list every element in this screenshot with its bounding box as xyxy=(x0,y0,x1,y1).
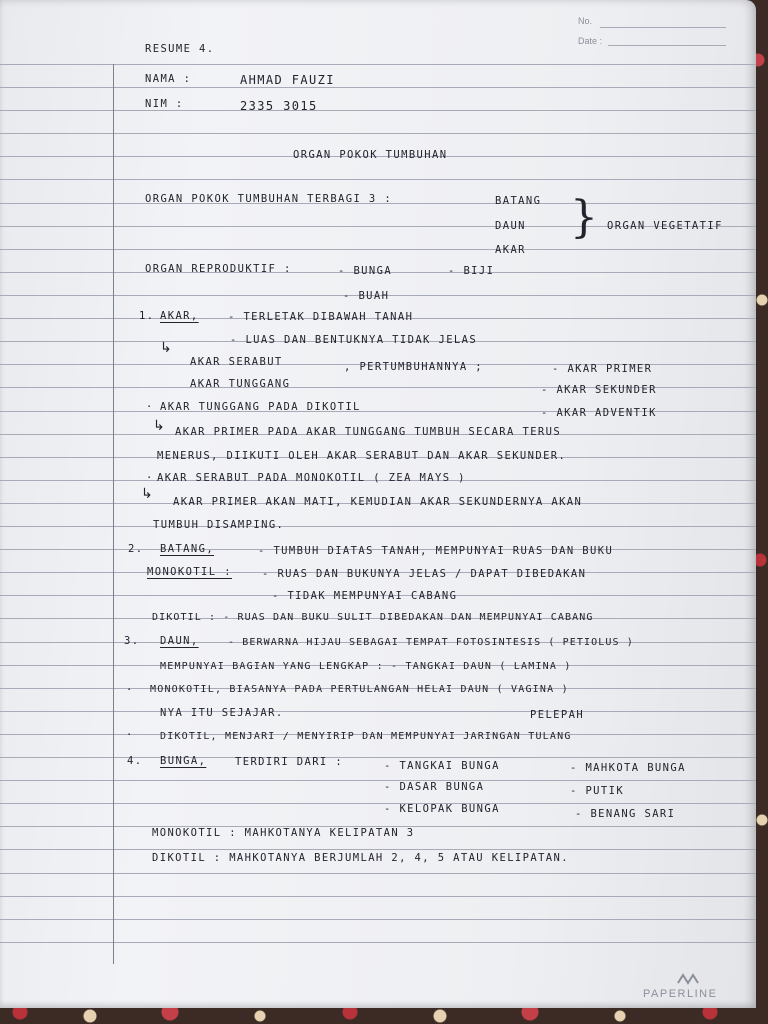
arrow-icon: ↳ xyxy=(153,418,165,434)
akar-line-2: - LUAS DAN BENTUKNYA TIDAK JELAS xyxy=(230,334,478,346)
bunga-intro: TERDIRI DARI : xyxy=(235,756,344,768)
item-daun: DAUN xyxy=(495,220,526,232)
akar-growth-label: , PERTUMBUHANNYA ; xyxy=(344,361,483,373)
akar-title: AKAR, xyxy=(160,310,199,322)
nim-value: 2335 3015 xyxy=(240,99,318,113)
bunga-right-3: - BENANG SARI xyxy=(575,808,676,820)
akar-growth-sekunder: - AKAR SEKUNDER xyxy=(541,384,657,396)
brand-label: PAPERLINE xyxy=(643,988,718,1000)
intro-line: ORGAN POKOK TUMBUHAN TERBAGI 3 : xyxy=(145,193,393,205)
repro-bunga: - BUNGA xyxy=(338,265,393,277)
repro-biji: - BIJI xyxy=(448,265,495,277)
akar-number: 1. xyxy=(139,310,155,322)
bunga-right-1: - MAHKOTA BUNGA xyxy=(570,762,686,774)
bunga-title: BUNGA, xyxy=(160,755,207,767)
akar-line-1: - TERLETAK DIBAWAH TANAH xyxy=(228,311,414,323)
tunggang-desc-1: AKAR PRIMER PADA AKAR TUNGGANG TUMBUH SECARA TERUS xyxy=(175,426,562,438)
serabut-line: AKAR SERABUT PADA MONOKOTIL ( ZEA MAYS ) xyxy=(157,472,466,484)
bunga-left-3: - KELOPAK BUNGA xyxy=(384,803,500,815)
daun-line-2: MEMPUNYAI BAGIAN YANG LENGKAP : - TANGKAI DAUN ( LAMINA ) xyxy=(160,661,572,672)
bunga-number: 4. xyxy=(127,755,143,767)
date-label: Date : xyxy=(578,36,603,46)
no-label: No. xyxy=(578,16,593,26)
akar-type-tunggang: AKAR TUNGGANG xyxy=(190,378,291,390)
batang-mono-2: - TIDAK MEMPUNYAI CABANG xyxy=(272,590,458,602)
batang-title: BATANG, xyxy=(160,543,215,555)
nim-label: NIM : xyxy=(145,98,184,110)
arrow-icon: ↳ xyxy=(141,486,153,502)
nama-value: AHMAD FAUZI xyxy=(240,73,335,87)
vegetatif-label: ORGAN VEGETATIF xyxy=(607,220,723,232)
batang-mono-label: MONOKOTIL : xyxy=(147,566,232,578)
bullet-icon: · xyxy=(126,729,134,741)
daun-pelepah: PELEPAH xyxy=(530,709,585,721)
item-akar: AKAR xyxy=(495,244,526,256)
daun-line-1: - BERWARNA HIJAU SEBAGAI TEMPAT FOTOSINTESIS ( PETIOLUS ) xyxy=(228,637,634,648)
daun-title: DAUN, xyxy=(160,635,199,647)
akar-growth-adventik: - AKAR ADVENTIK xyxy=(541,407,657,419)
margin-line xyxy=(113,64,114,964)
reproduktif-label: ORGAN REPRODUKTIF : xyxy=(145,263,292,275)
brace-icon: } xyxy=(570,192,598,243)
daun-line-3: MONOKOTIL, BIASANYA PADA PERTULANGAN HELAI DAUN ( VAGINA ) xyxy=(150,684,569,695)
batang-number: 2. xyxy=(128,543,144,555)
paperline-logo-icon xyxy=(677,973,699,985)
arrow-icon: ↳ xyxy=(160,340,172,356)
resume-title: RESUME 4. xyxy=(145,43,215,55)
daun-line-4: NYA ITU SEJAJAR. xyxy=(160,707,284,719)
daun-number: 3. xyxy=(124,635,140,647)
serabut-desc-1: AKAR PRIMER AKAN MATI, KEMUDIAN AKAR SEKUNDERNYA AKAN xyxy=(173,496,583,508)
bunga-right-2: - PUTIK xyxy=(570,785,625,797)
tunggang-line: AKAR TUNGGANG PADA DIKOTIL xyxy=(160,401,361,413)
tunggang-desc-2: MENERUS, DIIKUTI OLEH AKAR SERABUT DAN AKAR SEKUNDER. xyxy=(157,450,567,462)
bullet-icon: · xyxy=(146,401,154,413)
bunga-left-2: - DASAR BUNGA xyxy=(384,781,485,793)
akar-type-serabut: AKAR SERABUT xyxy=(190,356,283,368)
batang-dikotil: DIKOTIL : - RUAS DAN BUKU SULIT DIBEDAKAN DAN MEMPUNYAI CABANG xyxy=(152,612,594,623)
bullet-icon: · xyxy=(126,684,134,696)
batang-line-1: - TUMBUH DIATAS TANAH, MEMPUNYAI RUAS DAN BUKU xyxy=(258,545,614,557)
nama-label: NAMA : xyxy=(145,73,192,85)
no-line xyxy=(600,27,726,28)
page-heading: ORGAN POKOK TUMBUHAN xyxy=(293,149,448,161)
repro-buah: - BUAH xyxy=(343,290,390,302)
bullet-icon: · xyxy=(146,472,154,484)
serabut-desc-2: TUMBUH DISAMPING. xyxy=(153,519,285,531)
bunga-monokotil: MONOKOTIL : MAHKOTANYA KELIPATAN 3 xyxy=(152,827,415,839)
item-batang: BATANG xyxy=(495,195,542,207)
bunga-dikotil: DIKOTIL : MAHKOTANYA BERJUMLAH 2, 4, 5 ATAU KELIPATAN. xyxy=(152,852,569,864)
bunga-left-1: - TANGKAI BUNGA xyxy=(384,760,500,772)
date-line xyxy=(608,45,726,46)
akar-growth-primer: - AKAR PRIMER xyxy=(552,363,653,375)
batang-mono-1: - RUAS DAN BUKUNYA JELAS / DAPAT DIBEDAKAN xyxy=(262,568,587,580)
daun-line-5: DIKOTIL, MENJARI / MENYIRIP DAN MEMPUNYAI JARINGAN TULANG xyxy=(160,731,572,742)
